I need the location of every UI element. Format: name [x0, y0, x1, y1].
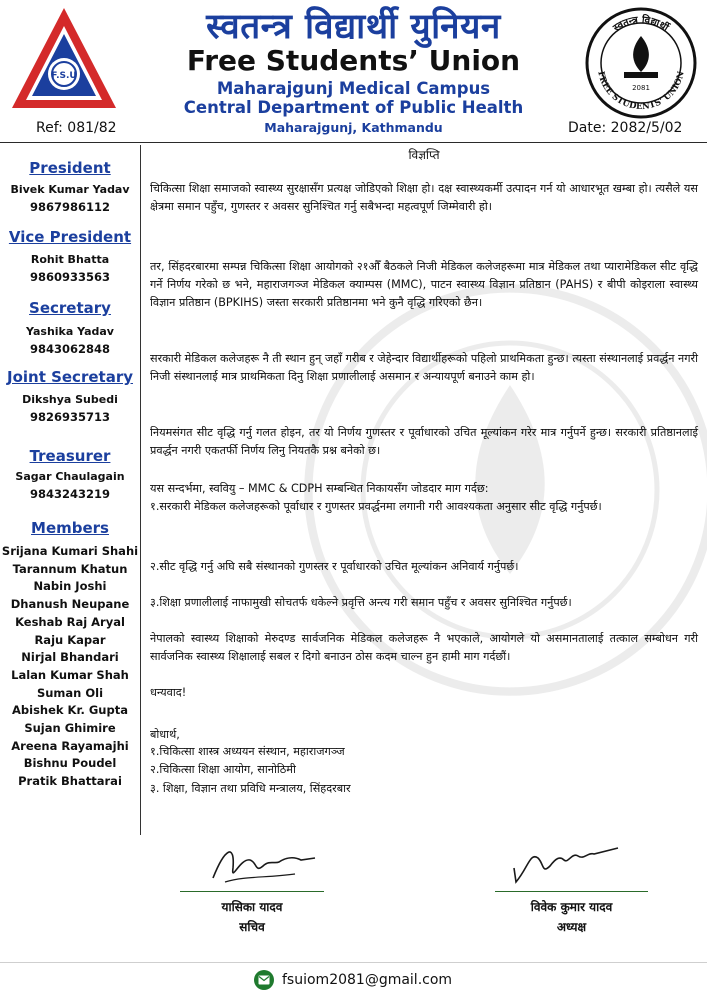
member-name: Suman Oli: [36, 685, 104, 700]
members-heading: Members: [31, 519, 109, 537]
role-treasurer: Treasurer: [29, 447, 111, 465]
secretary-signatory-title: सचिव: [239, 920, 265, 934]
footer-contact: [254, 968, 452, 992]
letter-date: Date: 2082/5/02: [568, 120, 683, 136]
member-name: Sujan Ghimire: [24, 721, 116, 736]
secretary-name: Yashika Yadav: [26, 325, 114, 338]
role-secretary: Secretary: [29, 299, 111, 317]
reference-number: Ref: 081/82: [36, 120, 117, 136]
member-name: Areena Rayamajhi: [11, 738, 129, 753]
campus-name: Maharajgunj Medical Campus: [216, 79, 491, 98]
member-name: Nirjal Bhandari: [21, 650, 119, 665]
footer-divider: [0, 962, 707, 963]
mail-icon: [254, 970, 274, 990]
member-name: Dhanush Neupane: [10, 597, 130, 612]
president-signature: [508, 838, 628, 888]
thanks-text: धन्यवाद!: [150, 686, 187, 699]
paragraph-3: सरकारी मेडिकल कलेजहरू नै ती स्थान हुन् जहाँ गरीब र जेहेन्दार विद्यार्थीहरूको पहिलो प्राथमिकता हुन्छ। त्यस्ता संस्थानलाई प्रवर्द्धन नगरी निजी संस्थानलाई मात्र प्राथमिकता दिनु शिक्षा प्रणालीलाई असमान र अन्यायपूर्ण बनाउने काम हो।: [150, 352, 698, 383]
seal-text-top: स्वतन्त्र विद्यार्थी: [611, 14, 671, 35]
member-name: Raju Kapar: [34, 632, 106, 647]
contact-email[interactable]: fsuiom2081@gmail.com: [282, 972, 453, 988]
demand-1: १.सरकारी मेडिकल कलेजहरूको पूर्वाधार र गुणस्तर प्रवर्द्धनमा लगानी गरी आवश्यकता अनुसार सीट वृद्धि गर्नुपर्छ।: [150, 500, 602, 513]
seal-year: 2081: [632, 84, 650, 92]
member-name: Nabin Joshi: [33, 579, 107, 594]
left-signature-line: [180, 891, 324, 892]
demand-3: ३.शिक्षा प्रणालीलाई नाफामुखी सोचतर्फ धकेल्ने प्रवृत्ति अन्त्य गरी समान पहुँच र अवसर सुनिश्चित गर्नुपर्छ।: [150, 596, 572, 609]
member-name: Lalan Kumar Shah: [11, 667, 129, 682]
president-name: Bivek Kumar Yadav: [10, 183, 130, 196]
secretary-signature: [205, 838, 325, 888]
treasurer-name: Sagar Chaulagain: [15, 470, 125, 483]
department-name: Central Department of Public Health: [183, 98, 524, 117]
member-name: Pratik Bhattarai: [18, 774, 122, 789]
demands-intro: यस सन्दर्भमा, स्ववियु – MMC & CDPH सम्बन्धित निकायसँग जोडदार माग गर्दछ:: [150, 482, 489, 495]
cc-item-1: १.चिकित्सा शास्त्र अध्ययन संस्थान, महाराजगञ्ज: [150, 745, 345, 758]
joint-secretary-name: Dikshya Subedi: [22, 393, 118, 406]
vice-president-phone: 9860933563: [29, 270, 111, 284]
member-name: Srijana Kumari Shahi: [1, 544, 139, 558]
right-signature-line: [495, 891, 648, 892]
paragraph-4: नियमसंगत सीट वृद्धि गर्नु गलत होइन, तर यो निर्णय गुणस्तर र पूर्वाधारको उचित मूल्यांकन गरेर मात्र गर्नुपर्ने हुन्छ। सरकारी प्रतिष्ठानलाई प्रवर्द्धन नगरी एकतर्फी निर्णय लिनु नियतकै प्रश्न बनेको छ।: [150, 426, 698, 457]
treasurer-phone: 9843243219: [29, 487, 111, 501]
cc-item-2: २.चिकित्सा शिक्षा आयोग, सानोठिमी: [150, 763, 296, 776]
demand-2: २.सीट वृद्धि गर्नु अघि सबै संस्थानको गुणस्तर र पूर्वाधारको उचित मूल्यांकन अनिवार्य गर्नुपर्छ।: [150, 560, 519, 573]
member-name: Abishek Kr. Gupta: [12, 703, 128, 718]
header-divider: [0, 142, 707, 143]
joint-secretary-phone: 9826935713: [29, 410, 111, 424]
notice-title: विज्ञप्ति: [408, 148, 440, 162]
seal-text-bottom: FREE STUDENTS' UNION: [595, 70, 687, 113]
paragraph-1: चिकित्सा शिक्षा समाजको स्वास्थ्य सुरक्षासँग प्रत्यक्ष जोडिएको शिक्षा हो। दक्ष स्वास्थ्यकर्मी उत्पादन गर्न यो आधारभूत खम्बा हो। त्यसैले यस क्षेत्रमा समान पहुँच, गुणस्तर र अवसर सुनिश्चित गर्नु सबैभन्दा महत्वपूर्ण जिम्मेवारी हो।: [150, 182, 698, 213]
role-joint-secretary: Joint Secretary: [6, 368, 133, 386]
vice-president-name: Rohit Bhatta: [30, 253, 110, 266]
org-name-english: Free Students’ Union: [186, 44, 521, 77]
office-bearers-sidebar: [0, 145, 141, 835]
location-line: Maharajgunj, Kathmandu: [264, 120, 443, 135]
member-name: Tarannum Khatun: [12, 561, 128, 576]
cc-item-3: ३. शिक्षा, विज्ञान तथा प्रविधि मन्त्रालय, सिंहदरबार: [150, 782, 351, 795]
org-name-nepali: स्वतन्त्र विद्यार्थी युनियन: [206, 6, 501, 47]
secretary-signatory-name: यासिका यादव: [221, 900, 283, 914]
left-emblem-text: F.S.U: [51, 71, 77, 81]
president-phone: 9867986112: [29, 200, 111, 214]
role-president: President: [29, 159, 111, 177]
member-name: Bishnu Poudel: [23, 756, 117, 771]
paragraph-2: तर, सिंहदरबारमा सम्पन्न चिकित्सा शिक्षा आयोगको २१औँ बैठकले निजी मेडिकल कलेजहरूमा मात्र मेडिकल तथा प्यारामेडिकल सीट वृद्धि गर्ने निर्णय गरेको छ भने, महाराजगञ्ज मेडिकल क्याम्पस (MMC), पाटन स्वास्थ्य विज्ञान प्रतिष्ठान (PAHS) र बीपी कोइराला स्वास्थ्य विज्ञान प्रतिष्ठान (BPKIHS) जस्ता सरकारी प्रतिष्ठानमा भने कुनै वृद्धि गरिएको छैन।: [150, 260, 698, 309]
paragraph-closing: नेपालको स्वास्थ्य शिक्षाको मेरुदण्ड सार्वजनिक मेडिकल कलेजहरू नै भएकाले, आयोगले यो असमानतालाई तत्काल सम्बोधन गरी सार्वजनिक स्वास्थ्य शिक्षालाई सबल र दिगो बनाउन ठोस कदम चाल्न हुन हामी माग गर्दछौं।: [150, 632, 698, 663]
president-signatory-name: विवेक कुमार यादव: [530, 900, 613, 914]
president-signatory-title: अध्यक्ष: [556, 920, 587, 934]
secretary-phone: 9843062848: [29, 342, 111, 356]
member-name: Keshab Raj Aryal: [15, 614, 125, 629]
members-list: [0, 543, 140, 791]
cc-heading: बोधार्थ,: [150, 728, 180, 741]
role-vice-president: Vice President: [8, 228, 132, 246]
union-seal-logo: [584, 6, 698, 120]
